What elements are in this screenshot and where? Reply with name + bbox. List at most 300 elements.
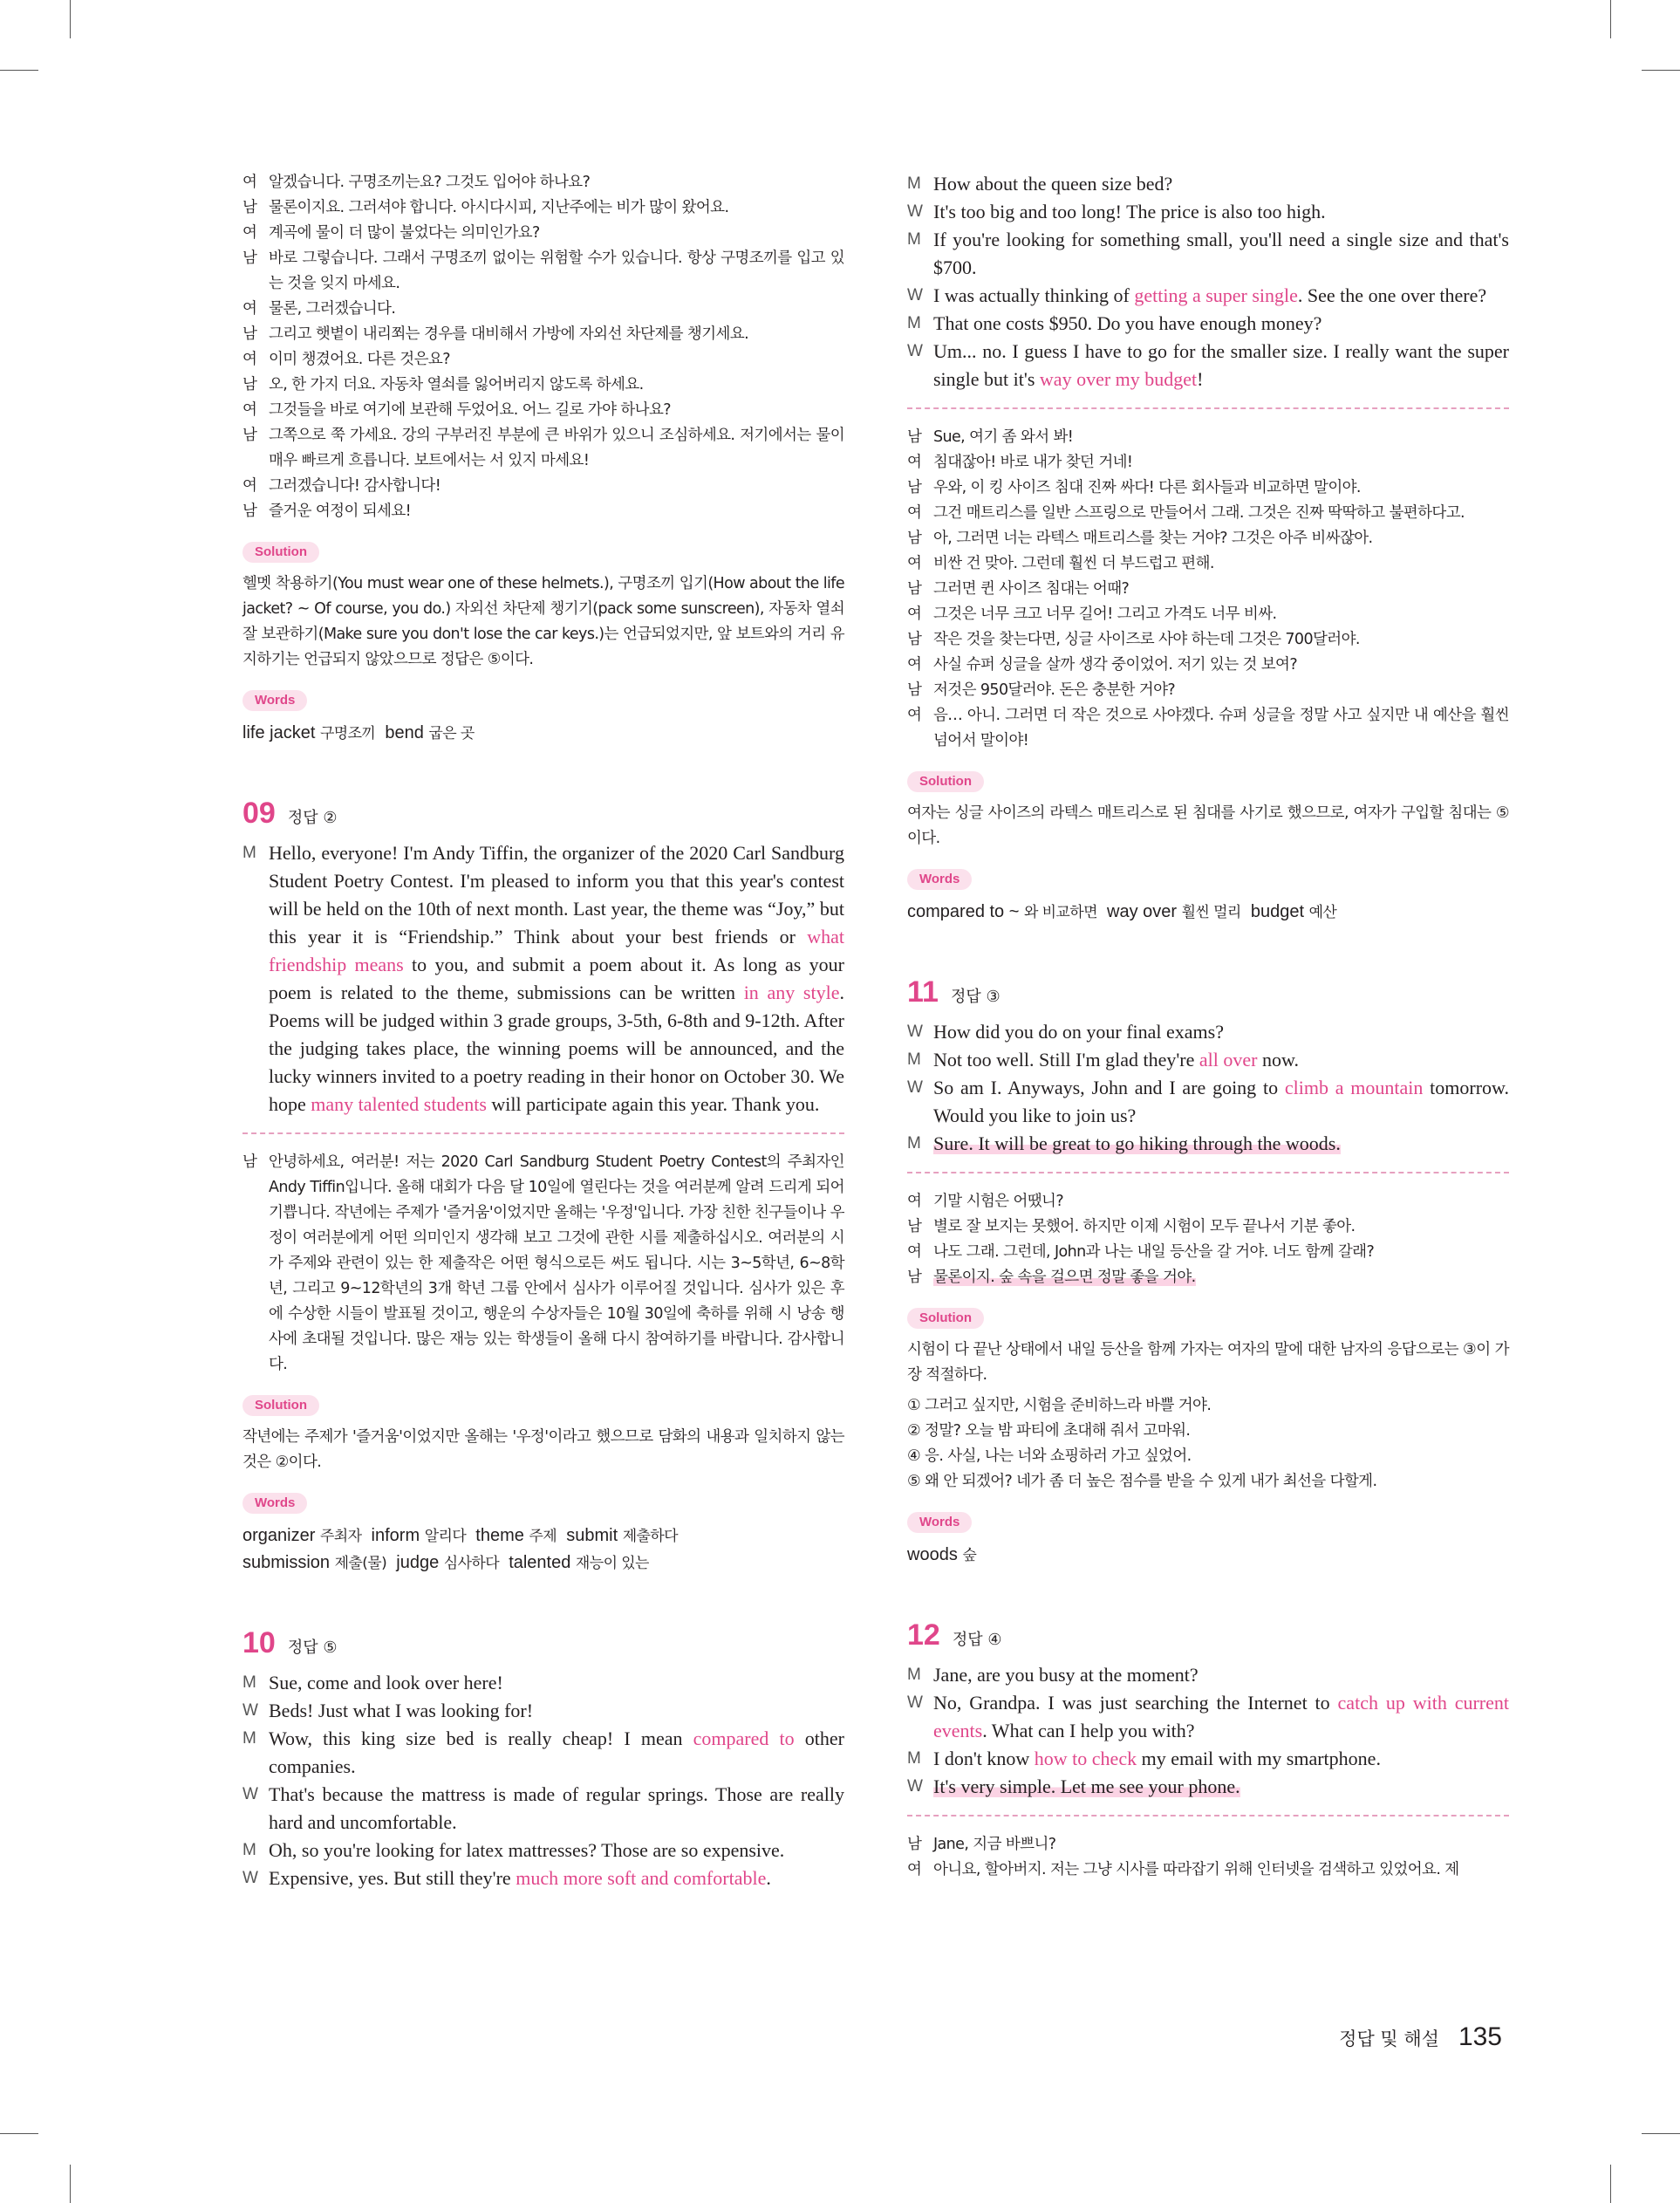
vocab-meaning: 예산 [1308, 904, 1337, 921]
divider [907, 1815, 1509, 1816]
speaker-label: W [242, 1785, 258, 1803]
line-text [933, 450, 1509, 475]
vocab-term: theme [475, 1526, 524, 1545]
q10-solution-text: 여자는 싱글 사이즈의 라텍스 매트리스로 된 침대를 사기로 했으므로, 여자가 구입할 침대는 ⑤이다. [907, 804, 1509, 847]
speaker-label: 남 [242, 325, 257, 343]
transcript-line [242, 322, 844, 347]
dialogue-line [907, 338, 1509, 393]
q10-header [242, 1625, 844, 1660]
line-text [933, 1265, 1509, 1290]
speaker-label: W [907, 342, 923, 360]
speaker-label: 여 [907, 504, 922, 522]
crop-mark [1610, 0, 1611, 38]
q11-header [907, 975, 1509, 1009]
speaker-label: 남 [242, 503, 257, 520]
answer-option: ② 정말? 오늘 밤 파티에 초대해 줘서 고마워. [907, 1422, 1191, 1440]
q11-solution-badge: Solution [907, 1308, 984, 1329]
q9-words-badge: Words [242, 1493, 307, 1514]
speaker-label: 남 [907, 1218, 922, 1235]
vocab-meaning: 알리다 [424, 1528, 467, 1545]
speaker-label: M [242, 1729, 256, 1748]
transcript-line [242, 297, 844, 322]
speaker-label: W [242, 1869, 258, 1887]
q9-answer: 정답 ② [287, 809, 338, 827]
crop-mark [1642, 2133, 1680, 2134]
speaker-label: 여 [242, 401, 257, 419]
line-text-content: 물론이지. 숲 속을 걸으면 정말 좋을 거야. [933, 1269, 1196, 1286]
transcript-line [907, 602, 1509, 627]
text-segment: Hello, everyone! I'm Andy Tiffin, the organizer of the 2020 Carl Sandburg Student Poetry Contest. I'm pleased to inform you that this year's contest will be held on the 10th of next month. Last year, the theme was “Joy,” but this year it is “Friendship.” Think about your best friends or [269, 842, 844, 948]
speaker-label: 남 [907, 428, 922, 446]
transcript-line [242, 398, 844, 423]
vocab-meaning: 제출하다 [622, 1528, 678, 1545]
speaker-label: 여 [907, 555, 922, 572]
line-text [269, 423, 844, 474]
crop-mark [70, 2165, 71, 2203]
text-segment: . [766, 1867, 771, 1889]
text-segment: It's too big and too long! The price is also too high. [933, 201, 1326, 222]
speaker-label: M [907, 230, 921, 249]
text-segment: How did you do on your final exams? [933, 1021, 1224, 1043]
vocab-term: submission [242, 1553, 331, 1572]
line-text-content: 그러면 퀸 사이즈 침대는 어때? [933, 580, 1130, 598]
line-text [933, 425, 1509, 450]
dialogue-line [907, 1074, 1509, 1130]
dialogue-line [907, 226, 1509, 282]
q12-header [907, 1618, 1509, 1652]
speaker-label: 남 [907, 530, 922, 547]
q8-words [242, 720, 844, 747]
speaker-label: M [242, 844, 256, 862]
text-segment: That's because the mattress is made of regular springs. Those are really hard and uncomfortable. [269, 1783, 844, 1833]
transcript-line [907, 577, 1509, 602]
text-segment: other companies. [269, 1728, 845, 1777]
key-phrase: compared to [693, 1728, 795, 1749]
dialogue-line [242, 1725, 844, 1781]
line-text [933, 475, 1509, 501]
answer-option: ① 그러고 싶지만, 시험을 준비하느라 바쁠 거야. [907, 1397, 1212, 1414]
key-phrase: climb a mountain [1284, 1077, 1424, 1098]
speaker-label: W [907, 286, 923, 304]
q9-korean-translation [242, 1150, 844, 1378]
speaker-label: 남 [907, 631, 922, 648]
line-text [269, 499, 844, 524]
crop-mark [1610, 2165, 1611, 2203]
line-text-content: 별로 잘 보지는 못했어. 하지만 이제 시험이 모두 끝나서 기분 좋아. [933, 1218, 1356, 1235]
q9-header [242, 796, 844, 831]
speaker-label: W [242, 1701, 258, 1720]
vocab-term: way over [1107, 902, 1178, 921]
line-text [933, 1130, 1509, 1158]
dialogue-line [907, 170, 1509, 198]
line-text [269, 474, 844, 499]
transcript-line [907, 653, 1509, 678]
text-segment: . What can I help you with? [982, 1720, 1195, 1741]
line-text [269, 297, 844, 322]
transcript-line [242, 373, 844, 398]
line-text-content: 즐거운 여정이 되세요! [269, 503, 412, 520]
line-text [269, 221, 844, 246]
vocab-term: inform [371, 1526, 420, 1545]
line-text-content: 기말 시험은 어땠니? [933, 1193, 1064, 1210]
divider [907, 1172, 1509, 1173]
key-phrase: all over [1199, 1049, 1258, 1071]
footer-label: 정답 및 해설 [1339, 2029, 1439, 2049]
speaker-label: 남 [242, 1153, 257, 1171]
key-phrase: way over my budget [1039, 368, 1198, 390]
q10-dialogue-continued [907, 170, 1509, 393]
vocab-term: talented [509, 1553, 571, 1572]
dialogue-line [907, 1018, 1509, 1046]
text-segment: Oh, so you're looking for latex mattresses? Those are so expensive. [269, 1839, 785, 1861]
line-text [933, 338, 1509, 393]
line-text [933, 551, 1509, 577]
line-text-content: 물론, 그러겠습니다. [269, 300, 396, 318]
line-text [269, 398, 844, 423]
line-text [269, 195, 844, 221]
q10-words [907, 899, 1509, 926]
line-text [933, 1018, 1509, 1046]
dialogue-line [907, 1689, 1509, 1745]
q11-answer: 정답 ③ [950, 988, 1000, 1006]
line-text [269, 1837, 844, 1864]
speaker-label: M [907, 314, 921, 332]
q9-korean-text: 안녕하세요, 여러분! 저는 2020 Carl Sandburg Student Poetry Contest의 주최자인 Andy Tiffin입니다. 올해 대회가 다음 달 10일에 열린다는 것을 여러분께 알려 드리게 되어 기쁩니다. 작년에는 주제가 '즐거움'이었지만 올해는 '우정'입니다. 가장 친한 친구들이나 우정이 여러분에게 어떤 의미인지 생각해 보고 그것에 관한 시를 제출하십시오. 여러분의 시가 주제와 관련이 있는 한 제출작은 어떤 형식으로든 써도 됩니다. 시는 3~5학년, 6~8학년, 그리고 9~12학년의 3개 학년 그룹 안에서 심사가 이루어질 것입니다. 심사가 있은 후에 수상한 시들이 발표될 것이고, 행운의 수상자들은 10월 30일에 축하를 위해 시 낭송 행사에 초대될 것입니다. 많은 재능 있는 학생들이 올해 다시 참여하기를 바랍니다. 감사합니다. [269, 1153, 844, 1373]
line-text [933, 1046, 1509, 1074]
key-phrase: in any style [743, 982, 840, 1003]
q12-answer: 정답 ④ [952, 1631, 1002, 1649]
speaker-label: M [907, 174, 921, 193]
line-text-content: 그것은 너무 크고 너무 길어! 그리고 가격도 너무 비싸. [933, 605, 1277, 623]
speaker-label: 여 [907, 605, 922, 623]
speaker-label: W [907, 1693, 923, 1712]
text-segment: will participate again this year. Thank you. [486, 1093, 820, 1115]
vocab-meaning: 주최자 [319, 1528, 362, 1545]
text-segment: So am I. Anyways, John and I are going to [933, 1077, 1285, 1098]
text-segment: No, Grandpa. I was just searching the Internet to [933, 1692, 1338, 1714]
speaker-label: 남 [242, 199, 257, 216]
line-text [933, 226, 1509, 282]
line-text [933, 1189, 1509, 1214]
text-segment: Um... no. I guess I have to go for the smaller size. I really want the super single but it's [933, 340, 1509, 390]
line-text [933, 1773, 1509, 1801]
vocab-meaning: 훨씬 멀리 [1181, 904, 1241, 921]
q11-korean-transcript [907, 1189, 1509, 1290]
dialogue-line [242, 1781, 844, 1837]
text-segment: Jane, are you busy at the moment? [933, 1664, 1199, 1686]
line-text-content: 이미 챙겼어요. 다른 것은요? [269, 351, 450, 368]
line-text-content: 비싼 건 맞아. 그런데 훨씬 더 부드럽고 편해. [933, 555, 1214, 572]
vocab-term: budget [1250, 902, 1305, 921]
speaker-label: 남 [242, 376, 257, 393]
q9-solution-badge: Solution [242, 1395, 319, 1416]
q11-solution-text: 시험이 다 끝난 상태에서 내일 등산을 함께 가자는 여자의 말에 대한 남자의 응답으로는 ③이 가장 적절하다. [907, 1341, 1509, 1384]
q10-words-badge: Words [907, 869, 972, 890]
line-text [269, 1669, 844, 1697]
transcript-line [907, 1832, 1509, 1857]
q12-dialogue [907, 1661, 1509, 1801]
text-segment: . Poems will be judged within 3 grade groups, 3-5th, 6-8th and 9-12th. After the judging takes place, the winning poems will be announced, and the lucky winners invited to a poetry reading in their honor on October 30. We hope [269, 982, 844, 1115]
text-segment: Sure. It will be great to go hiking through the woods. [933, 1132, 1341, 1154]
right-column [907, 170, 1509, 1883]
speaker-label: 여 [907, 1193, 922, 1210]
text-segment: to you, and submit a poem about it. As long as your poem is related to the theme, submissions can be written [269, 954, 844, 1003]
text-segment: Beds! Just what I was looking for! [269, 1700, 534, 1721]
text-segment: tomorrow. Would you like to join us? [933, 1077, 1510, 1126]
q9-words-line-1 [242, 1522, 844, 1550]
speaker-label: 여 [242, 174, 257, 191]
key-phrase: much more soft and comfortable [516, 1867, 767, 1889]
speaker-label: M [907, 1749, 921, 1768]
dialogue-line [907, 1130, 1509, 1158]
line-text-content: 나도 그래. 그런데, John과 나는 내일 등산을 갈 거야. 너도 함께 갈래? [933, 1243, 1375, 1261]
text-segment: I was actually thinking of [933, 284, 1135, 306]
dialogue-line [907, 1661, 1509, 1689]
line-text-content: 그쪽으로 쭉 가세요. 강의 구부러진 부분에 큰 바위가 있으니 조심하세요. 저기에서는 물이 매우 빠르게 흐릅니다. 보트에서는 서 있지 마세요! [269, 427, 844, 469]
q9-monologue [242, 839, 844, 1119]
key-phrase: catch up with current events [933, 1692, 1509, 1741]
line-text [933, 577, 1509, 602]
transcript-line [907, 475, 1509, 501]
text-segment: I don't know [933, 1748, 1035, 1769]
text-segment: my email with my smartphone. [1137, 1748, 1381, 1769]
text-segment: If you're looking for something small, you'll need a single size and that's $700. [933, 229, 1509, 278]
transcript-line [907, 678, 1509, 703]
q10-korean-transcript [907, 425, 1509, 754]
speaker-label: W [907, 1777, 923, 1796]
speaker-label: 여 [242, 351, 257, 368]
line-text [933, 1857, 1509, 1883]
speaker-label: 남 [907, 479, 922, 496]
key-phrase: getting a super single [1134, 284, 1298, 306]
line-text [269, 373, 844, 398]
line-text-content: 저것은 950달러야. 돈은 충분한 거야? [933, 681, 1176, 699]
line-text [933, 526, 1509, 551]
q9-words-line-2 [242, 1550, 844, 1577]
line-text [933, 1214, 1509, 1240]
line-text-content: Jane, 지금 바쁘니? [933, 1836, 1056, 1853]
line-text [933, 1240, 1509, 1265]
vocab-term: organizer [242, 1526, 316, 1545]
transcript-line [907, 551, 1509, 577]
transcript-line [907, 526, 1509, 551]
line-text-content: 바로 그렇습니다. 그래서 구명조끼 없이는 위험할 수가 있습니다. 항상 구명조끼를 입고 있는 것을 잊지 마세요. [269, 250, 844, 292]
q11-number: 11 [907, 975, 939, 1009]
transcript-line [242, 347, 844, 373]
text-segment: How about the queen size bed? [933, 173, 1173, 195]
line-text [933, 602, 1509, 627]
speaker-label: M [242, 1673, 256, 1692]
q10-number: 10 [242, 1626, 276, 1659]
speaker-label: W [907, 1078, 923, 1097]
transcript-line [907, 1189, 1509, 1214]
q11-words-badge: Words [907, 1512, 972, 1533]
line-text [933, 703, 1509, 754]
q10-solution-badge: Solution [907, 771, 984, 792]
vocab-term: life jacket [242, 723, 316, 742]
transcript-line [242, 195, 844, 221]
line-text-content: 아니요, 할아버지. 저는 그냥 시사를 따라잡기 위해 인터넷을 검색하고 있었어요. 제 [933, 1861, 1459, 1878]
transcript-line [907, 1857, 1509, 1883]
line-text-content: 작은 것을 찾는다면, 싱글 사이즈로 사야 하는데 그것은 700달러야. [933, 631, 1360, 648]
dialogue-line [907, 1046, 1509, 1074]
speaker-label: 남 [907, 1836, 922, 1853]
speaker-label: 남 [242, 427, 257, 444]
speaker-label: 남 [242, 250, 257, 267]
dialogue-line [242, 1837, 844, 1864]
dialogue-line [907, 282, 1509, 310]
line-text-content: 음… 아니. 그러면 더 작은 것으로 사야겠다. 슈퍼 싱글을 정말 사고 싶지만 내 예산을 훨씬 넘어서 말이야! [933, 707, 1509, 749]
transcript-line [907, 627, 1509, 653]
speaker-label: 여 [907, 656, 922, 674]
speaker-label: 여 [242, 300, 257, 318]
vocab-meaning: 재능이 있는 [575, 1555, 649, 1572]
vocab-meaning: 제출(물) [334, 1555, 387, 1572]
text-segment: It's very simple. Let me see your phone. [933, 1775, 1240, 1797]
line-text [933, 678, 1509, 703]
line-text-content: 물론이지요. 그러셔야 합니다. 아시다시피, 지난주에는 비가 많이 왔어요. [269, 199, 729, 216]
line-text-content: 우와, 이 킹 사이즈 침대 진짜 싸다! 다른 회사들과 비교하면 말이야. [933, 479, 1361, 496]
speaker-label: 남 [907, 580, 922, 598]
speaker-label: 남 [907, 681, 922, 699]
text-segment: Sue, come and look over here! [269, 1672, 503, 1693]
line-text-content: 오, 한 가지 더요. 자동차 열쇠를 잃어버리지 않도록 하세요. [269, 376, 644, 393]
speaker-label: 여 [907, 1861, 922, 1878]
speaker-label: 여 [242, 477, 257, 495]
line-text-content: 침대잖아! 바로 내가 찾던 거네! [933, 454, 1133, 471]
answer-option: ⑤ 왜 안 되겠어? 네가 좀 더 높은 점수를 받을 수 있게 내가 최선을 다할게. [907, 1473, 1377, 1490]
line-text [269, 1864, 844, 1892]
q9-number: 09 [242, 797, 276, 830]
transcript-line [907, 1265, 1509, 1290]
line-text [933, 501, 1509, 526]
transcript-line [907, 1214, 1509, 1240]
line-text [933, 1689, 1509, 1745]
vocab-term: judge [396, 1553, 440, 1572]
line-text [269, 1781, 844, 1837]
text-segment: Wow, this king size bed is really cheap! I mean [269, 1728, 693, 1749]
q12-number: 12 [907, 1618, 940, 1652]
text-segment: now. [1257, 1049, 1299, 1071]
line-text [933, 198, 1509, 226]
transcript-line [907, 450, 1509, 475]
line-text [269, 1697, 844, 1725]
crop-mark [1642, 70, 1680, 71]
q10-answer: 정답 ⑤ [287, 1639, 338, 1657]
dialogue-line [907, 310, 1509, 338]
transcript-line [242, 499, 844, 524]
dialogue-line [907, 1773, 1509, 1801]
left-column [242, 170, 844, 1892]
vocab-meaning: 굽은 곳 [428, 725, 475, 742]
dialogue-line [242, 1669, 844, 1697]
text-segment: That one costs $950. Do you have enough money? [933, 312, 1322, 334]
line-text-content: 그것들을 바로 여기에 보관해 두었어요. 어느 길로 가야 하나요? [269, 401, 671, 419]
line-text [269, 246, 844, 297]
text-segment: Not too well. Still I'm glad they're [933, 1049, 1199, 1071]
line-text [269, 347, 844, 373]
q10-dialogue [242, 1669, 844, 1892]
speaker-label: W [907, 202, 923, 221]
line-text-content: 사실 슈퍼 싱글을 살까 생각 중이었어. 저기 있는 것 보여? [933, 656, 1298, 674]
q9-monologue-text [269, 839, 844, 1119]
speaker-label: M [907, 1050, 921, 1069]
vocab-meaning: 심사하다 [443, 1555, 500, 1572]
dialogue-line [242, 1697, 844, 1725]
transcript-line [242, 221, 844, 246]
key-phrase: many talented students [311, 1093, 487, 1115]
q11-options [907, 1393, 1509, 1495]
line-text [933, 170, 1509, 198]
answer-option: ④ 응. 사실, 나는 너와 쇼핑하러 가고 싶었어. [907, 1447, 1192, 1465]
transcript-line [907, 501, 1509, 526]
line-text [933, 1745, 1509, 1773]
line-text [269, 1725, 844, 1781]
line-text [269, 322, 844, 347]
vocab-meaning: 주제 [529, 1528, 557, 1545]
divider [907, 407, 1509, 409]
line-text [933, 653, 1509, 678]
speaker-label: 여 [907, 707, 922, 724]
speaker-label: 여 [907, 454, 922, 471]
speaker-label: M [907, 1134, 921, 1153]
line-text [933, 282, 1509, 310]
line-text-content: 그리고 햇볕이 내리쬐는 경우를 대비해서 가방에 자외선 차단제를 챙기세요. [269, 325, 749, 343]
transcript-line [242, 423, 844, 474]
dialogue-line [907, 1745, 1509, 1773]
key-phrase: what friendship means [269, 926, 844, 975]
line-text-content: 아, 그러면 너는 라텍스 매트리스를 찾는 거야? 그것은 아주 비싸잖아. [933, 530, 1373, 547]
line-text-content: 그건 매트리스를 일반 스프링으로 만들어서 그래. 그것은 진짜 딱딱하고 불편하다고. [933, 504, 1465, 522]
dialogue-line [907, 198, 1509, 226]
crop-mark [70, 0, 71, 38]
line-text [933, 1074, 1509, 1130]
line-text-content: 알겠습니다. 구명조끼는요? 그것도 입어야 하나요? [269, 174, 591, 191]
line-text-content: Sue, 여기 좀 와서 봐! [933, 428, 1074, 446]
q12-korean-transcript [907, 1832, 1509, 1883]
divider [242, 1132, 844, 1134]
line-text [933, 627, 1509, 653]
q11-words [907, 1542, 1509, 1569]
key-phrase: how to check [1034, 1748, 1137, 1769]
vocab-term: bend [385, 723, 424, 742]
vocab-term: woods [907, 1545, 958, 1564]
q8-solution-badge: Solution [242, 542, 319, 563]
line-text-content: 그러겠습니다! 감사합니다! [269, 477, 441, 495]
crop-mark [0, 2133, 38, 2134]
speaker-label: M [907, 1666, 921, 1684]
transcript-line [907, 1240, 1509, 1265]
transcript-line [242, 474, 844, 499]
transcript-line [242, 246, 844, 297]
vocab-meaning: 구명조끼 [319, 725, 376, 742]
line-text [269, 170, 844, 195]
speaker-label: W [907, 1023, 923, 1041]
vocab-term: compared to ~ [907, 902, 1020, 921]
q8-words-badge: Words [242, 690, 307, 711]
speaker-label: M [242, 1841, 256, 1859]
speaker-label: 남 [907, 1269, 922, 1286]
q11-dialogue [907, 1018, 1509, 1158]
transcript-line [907, 703, 1509, 754]
vocab-meaning: 와 비교하면 [1023, 904, 1097, 921]
dialogue-line [242, 1864, 844, 1892]
text-segment: ! [1197, 368, 1204, 390]
page-number: 135 [1458, 2022, 1502, 2051]
page-footer [1339, 2022, 1502, 2052]
q8-korean-transcript [242, 170, 844, 524]
transcript-line [242, 170, 844, 195]
